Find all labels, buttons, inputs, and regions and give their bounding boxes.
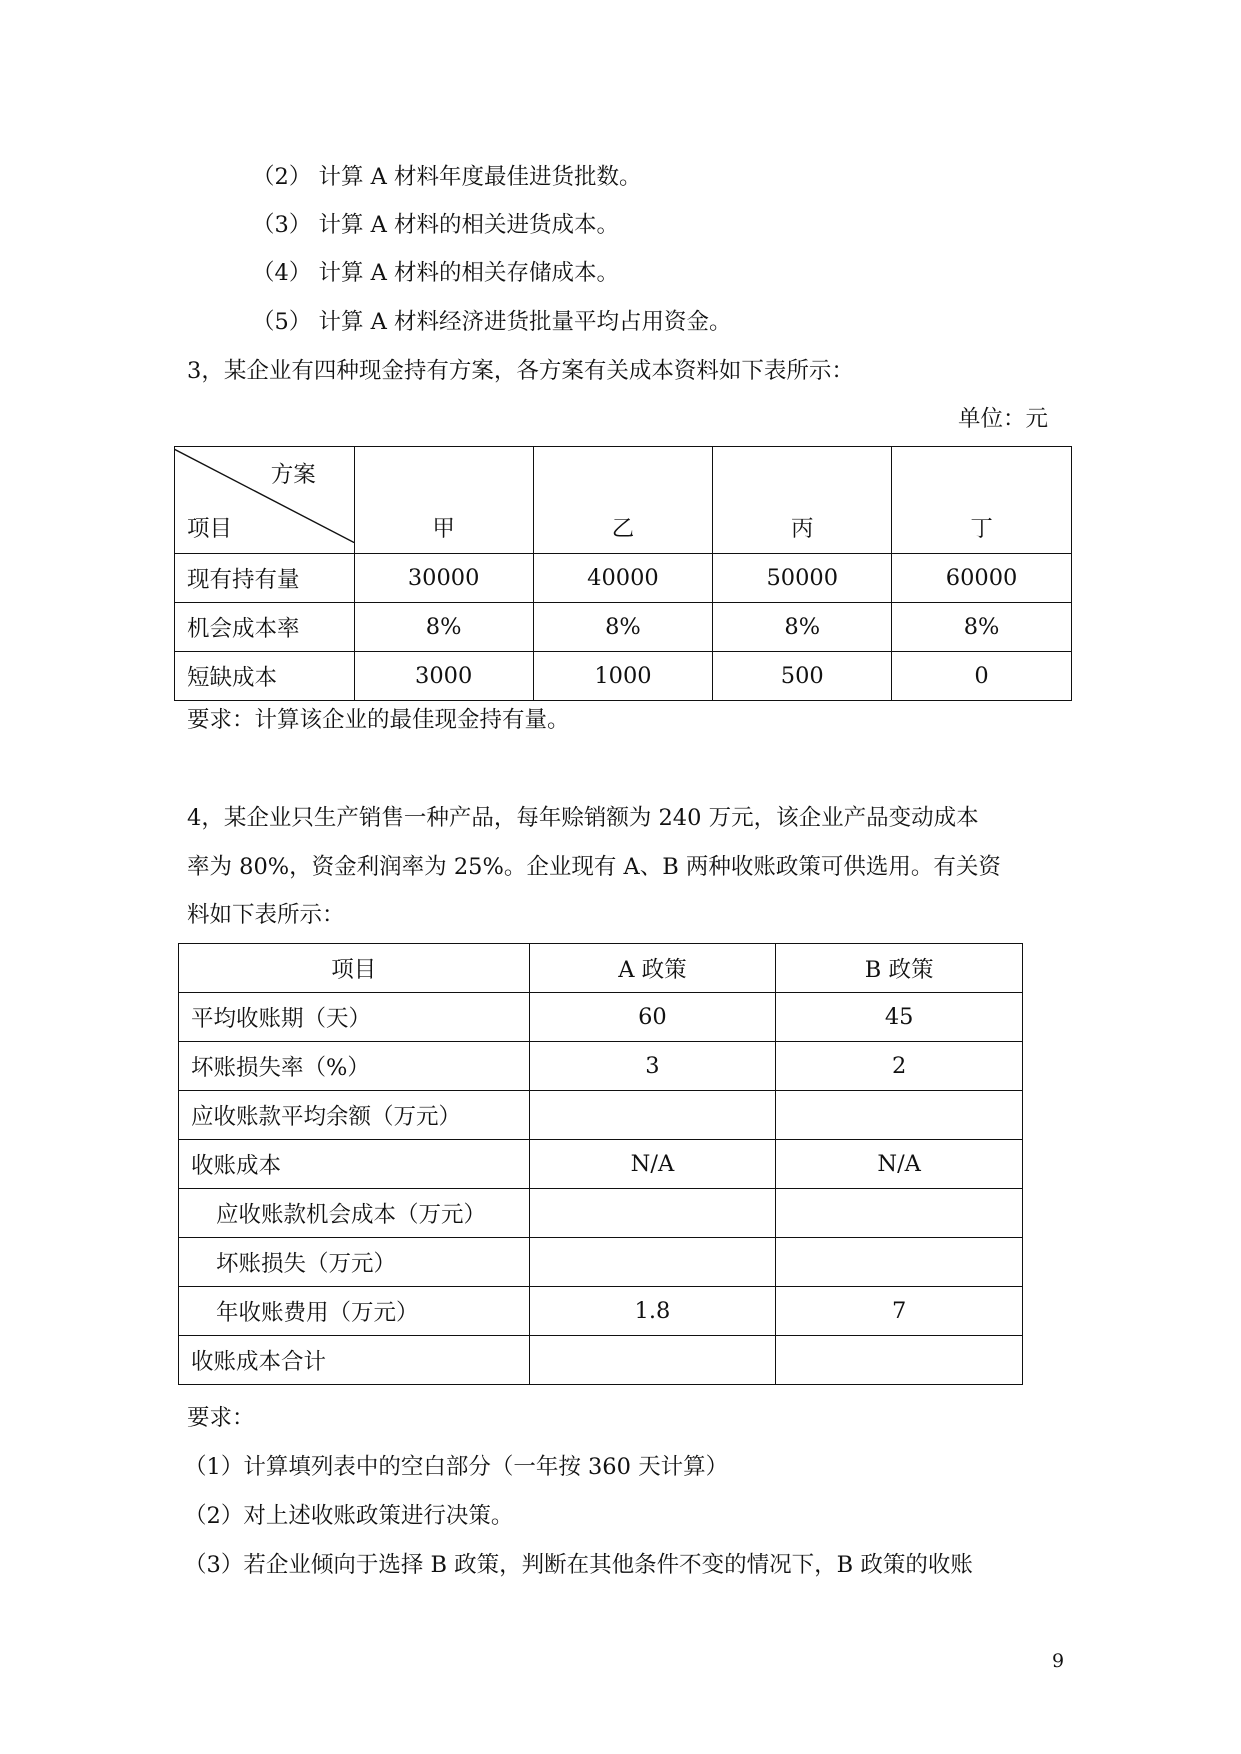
column-header: 乙 [533, 447, 713, 554]
table-cell: 30000 [354, 554, 533, 603]
row-label: 坏账损失率（%） [179, 1042, 530, 1091]
table-row [179, 1140, 1023, 1189]
table-cell: 45 [776, 993, 1023, 1042]
q4-intro-line: 率为 80%，资金利润率为 25%。企业现有 A、B 两种收账政策可供选用。有关资 [187, 854, 1001, 880]
table-row [179, 1091, 1023, 1140]
row-label: 收账成本 [179, 1140, 530, 1189]
q4-intro-line: 料如下表所示： [187, 902, 345, 928]
table-cell: 7 [776, 1287, 1023, 1336]
table-cell [529, 1091, 776, 1140]
row-label: 收账成本合计 [179, 1336, 530, 1385]
page-number: 9 [1052, 1650, 1065, 1672]
cash-holding-table [174, 446, 1072, 701]
table-cell [776, 1238, 1023, 1287]
column-header: 丁 [892, 447, 1072, 554]
q4-requirement: （3）若企业倾向于选择 B 政策，判断在其他条件不变的情况下，B 政策的收账 [184, 1552, 973, 1578]
column-header: A 政策 [529, 944, 776, 993]
table-cell: 8% [713, 603, 892, 652]
question-item: （2） 计算 A 材料年度最佳进货批数。 [252, 164, 642, 190]
table-cell: 3 [529, 1042, 776, 1091]
column-header: B 政策 [776, 944, 1023, 993]
corner-top-label: 方案 [270, 462, 316, 488]
question-item: （3） 计算 A 材料的相关进货成本。 [252, 212, 620, 238]
table-row [179, 1042, 1023, 1091]
collection-policy-table [178, 943, 1023, 1385]
table-cell [776, 1189, 1023, 1238]
table-cell: 0 [892, 652, 1072, 701]
q3-requirement: 要求：计算该企业的最佳现金持有量。 [187, 707, 570, 733]
table-cell: 2 [776, 1042, 1023, 1091]
row-label: 坏账损失（万元） [179, 1238, 530, 1287]
table-cell [529, 1238, 776, 1287]
q3-intro: 3，某企业有四种现金持有方案，各方案有关成本资料如下表所示： [187, 358, 854, 384]
column-header: 项目 [179, 944, 530, 993]
table-cell: 40000 [533, 554, 713, 603]
row-label: 应收账款平均余额（万元） [179, 1091, 530, 1140]
table-cell: N/A [529, 1140, 776, 1189]
column-header: 丙 [713, 447, 892, 554]
table-cell: 8% [354, 603, 533, 652]
table-cell: 1.8 [529, 1287, 776, 1336]
table-cell [776, 1336, 1023, 1385]
table-cell: 60 [529, 993, 776, 1042]
table-cell [529, 1189, 776, 1238]
table-header-row [175, 447, 1072, 554]
q4-requirement: （2）对上述收账政策进行决策。 [184, 1503, 514, 1529]
table-cell: 8% [892, 603, 1072, 652]
table-row [175, 603, 1072, 652]
row-label: 平均收账期（天） [179, 993, 530, 1042]
table-cell: 50000 [713, 554, 892, 603]
table-cell: 3000 [354, 652, 533, 701]
table-row [175, 652, 1072, 701]
table-cell: 60000 [892, 554, 1072, 603]
table-row [179, 1238, 1023, 1287]
diagonal-header-cell [175, 447, 355, 554]
table-row [175, 554, 1072, 603]
table-cell: N/A [776, 1140, 1023, 1189]
table-row [179, 1336, 1023, 1385]
row-label: 现有持有量 [175, 554, 355, 603]
q4-requirement: （1）计算填列表中的空白部分（一年按 360 天计算） [184, 1454, 729, 1480]
table-cell [776, 1091, 1023, 1140]
row-label: 机会成本率 [175, 603, 355, 652]
table-header-row [179, 944, 1023, 993]
table-cell: 1000 [533, 652, 713, 701]
table-cell: 500 [713, 652, 892, 701]
column-header: 甲 [354, 447, 533, 554]
unit-label: 单位：元 [958, 406, 1049, 432]
table-row [179, 993, 1023, 1042]
corner-bottom-label: 项目 [187, 516, 233, 542]
row-label: 应收账款机会成本（万元） [179, 1189, 530, 1238]
question-item: （5） 计算 A 材料经济进货批量平均占用资金。 [252, 309, 732, 335]
table-row [179, 1287, 1023, 1336]
q4-requirement-title: 要求： [187, 1405, 255, 1431]
table-row [179, 1189, 1023, 1238]
table-cell [529, 1336, 776, 1385]
q4-intro-line: 4，某企业只生产销售一种产品，每年赊销额为 240 万元，该企业产品变动成本 [187, 805, 979, 831]
question-item: （4） 计算 A 材料的相关存储成本。 [252, 260, 620, 286]
row-label: 短缺成本 [175, 652, 355, 701]
row-label: 年收账费用（万元） [179, 1287, 530, 1336]
table-cell: 8% [533, 603, 713, 652]
